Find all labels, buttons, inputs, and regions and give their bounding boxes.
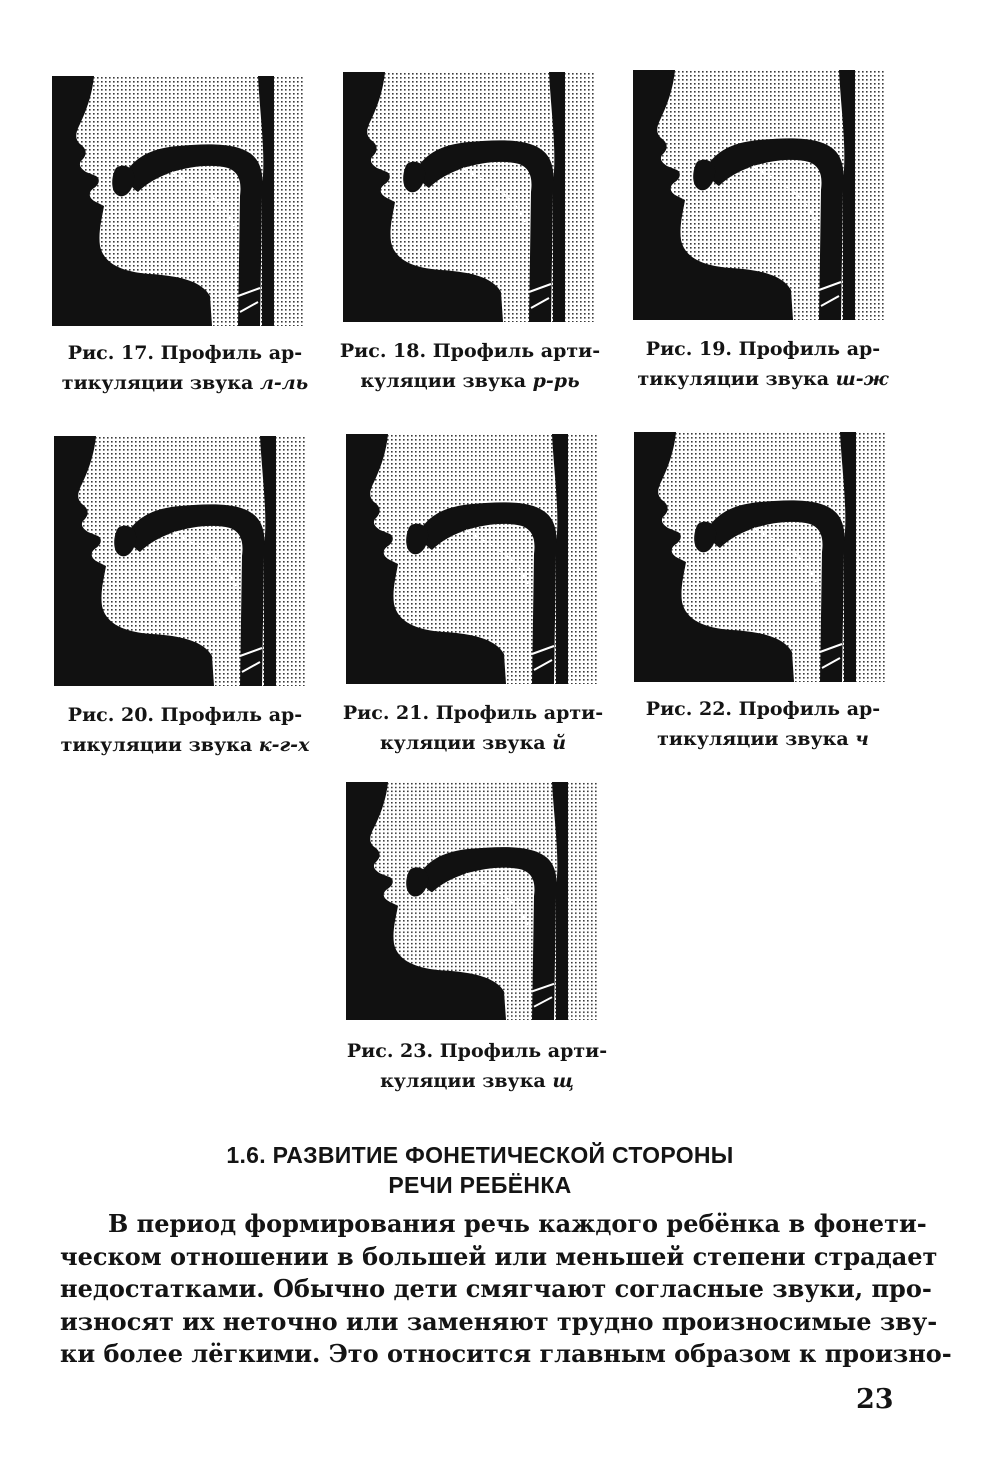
figure-caption-text: Профиль арти-	[432, 340, 601, 362]
figure-label: Рис. 19.	[645, 338, 733, 360]
figure-caption-text: Профиль ар-	[160, 342, 303, 364]
figure-label: Рис. 22.	[645, 698, 733, 720]
figure-caption-text: Профиль арти-	[435, 702, 604, 724]
figure-17-illustration	[52, 76, 304, 326]
figure-caption-text: тикуляции звука	[61, 372, 260, 394]
paragraph-line: В период формирования речь каждого ребёнка в фонети-	[108, 1209, 927, 1238]
figure-label: Рис. 23.	[346, 1040, 434, 1062]
section-heading-line: РЕЧИ РЕБЁНКА	[388, 1172, 572, 1198]
figure-caption-text: Профиль ар-	[160, 704, 303, 726]
figure-caption-text: Профиль ар-	[738, 698, 881, 720]
section-heading-line: 1.6. РАЗВИТИЕ ФОНЕТИЧЕСКОЙ СТОРОНЫ	[226, 1142, 734, 1168]
articulation-profile-image	[346, 434, 598, 684]
figure-sound: к-г-х	[258, 734, 310, 756]
figure-21-illustration	[346, 434, 598, 684]
figure-21-caption	[338, 698, 608, 758]
figure-caption-text: тикуляции звука	[657, 728, 856, 750]
articulation-profile-image	[346, 782, 598, 1020]
paragraph-line: недостатками. Обычно дети смягчают согласные звуки, про-	[60, 1274, 932, 1303]
paragraph-line: ческом отношении в большей или меньшей степени страдает	[60, 1241, 938, 1271]
figure-label: Рис. 20.	[67, 704, 155, 726]
figure-23-illustration	[346, 782, 598, 1020]
articulation-profile-image	[343, 72, 595, 322]
figure-caption-text: тикуляции звука	[60, 734, 259, 756]
figure-23-caption	[342, 1036, 612, 1096]
articulation-profile-image	[633, 70, 885, 320]
articulation-profile-image	[52, 76, 304, 326]
articulation-profile-image	[634, 432, 886, 682]
figure-caption-text: Профиль арти-	[439, 1040, 608, 1062]
figure-caption-text: куляции звука	[380, 1070, 553, 1092]
figure-19-caption	[628, 334, 898, 394]
paragraph-line: ки более лёгкими. Это относится главным образом к произно-	[60, 1339, 952, 1368]
figure-22-caption	[628, 694, 898, 754]
paragraph-line: износят их неточно или заменяют трудно произносимые зву-	[60, 1306, 938, 1336]
page-number: 23	[856, 1384, 894, 1415]
figure-sound: й	[552, 732, 567, 754]
figure-caption-text: тикуляции звука	[637, 368, 836, 390]
figure-17-caption	[50, 338, 320, 398]
figure-caption-text: Профиль ар-	[738, 338, 881, 360]
figure-18-illustration	[343, 72, 595, 322]
figure-caption-text: куляции звука	[360, 370, 533, 392]
figure-18-caption	[335, 336, 605, 396]
figure-sound: щ	[552, 1070, 574, 1092]
figure-label: Рис. 18.	[339, 340, 427, 362]
figure-22-illustration	[634, 432, 886, 682]
figure-sound: ч	[855, 728, 869, 750]
articulation-profile-image	[54, 436, 306, 686]
body-paragraph	[60, 1208, 952, 1371]
figure-caption-text: куляции звука	[379, 732, 553, 754]
figure-label: Рис. 21.	[342, 702, 430, 724]
figure-label: Рис. 17.	[67, 342, 155, 364]
figure-sound: л-ль	[259, 372, 309, 394]
figure-20-caption	[50, 700, 320, 760]
figure-sound: ш-ж	[835, 368, 889, 390]
figure-sound: р-рь	[532, 370, 580, 392]
section-heading	[80, 1140, 880, 1200]
figure-19-illustration	[633, 70, 885, 320]
figure-20-illustration	[54, 436, 306, 686]
